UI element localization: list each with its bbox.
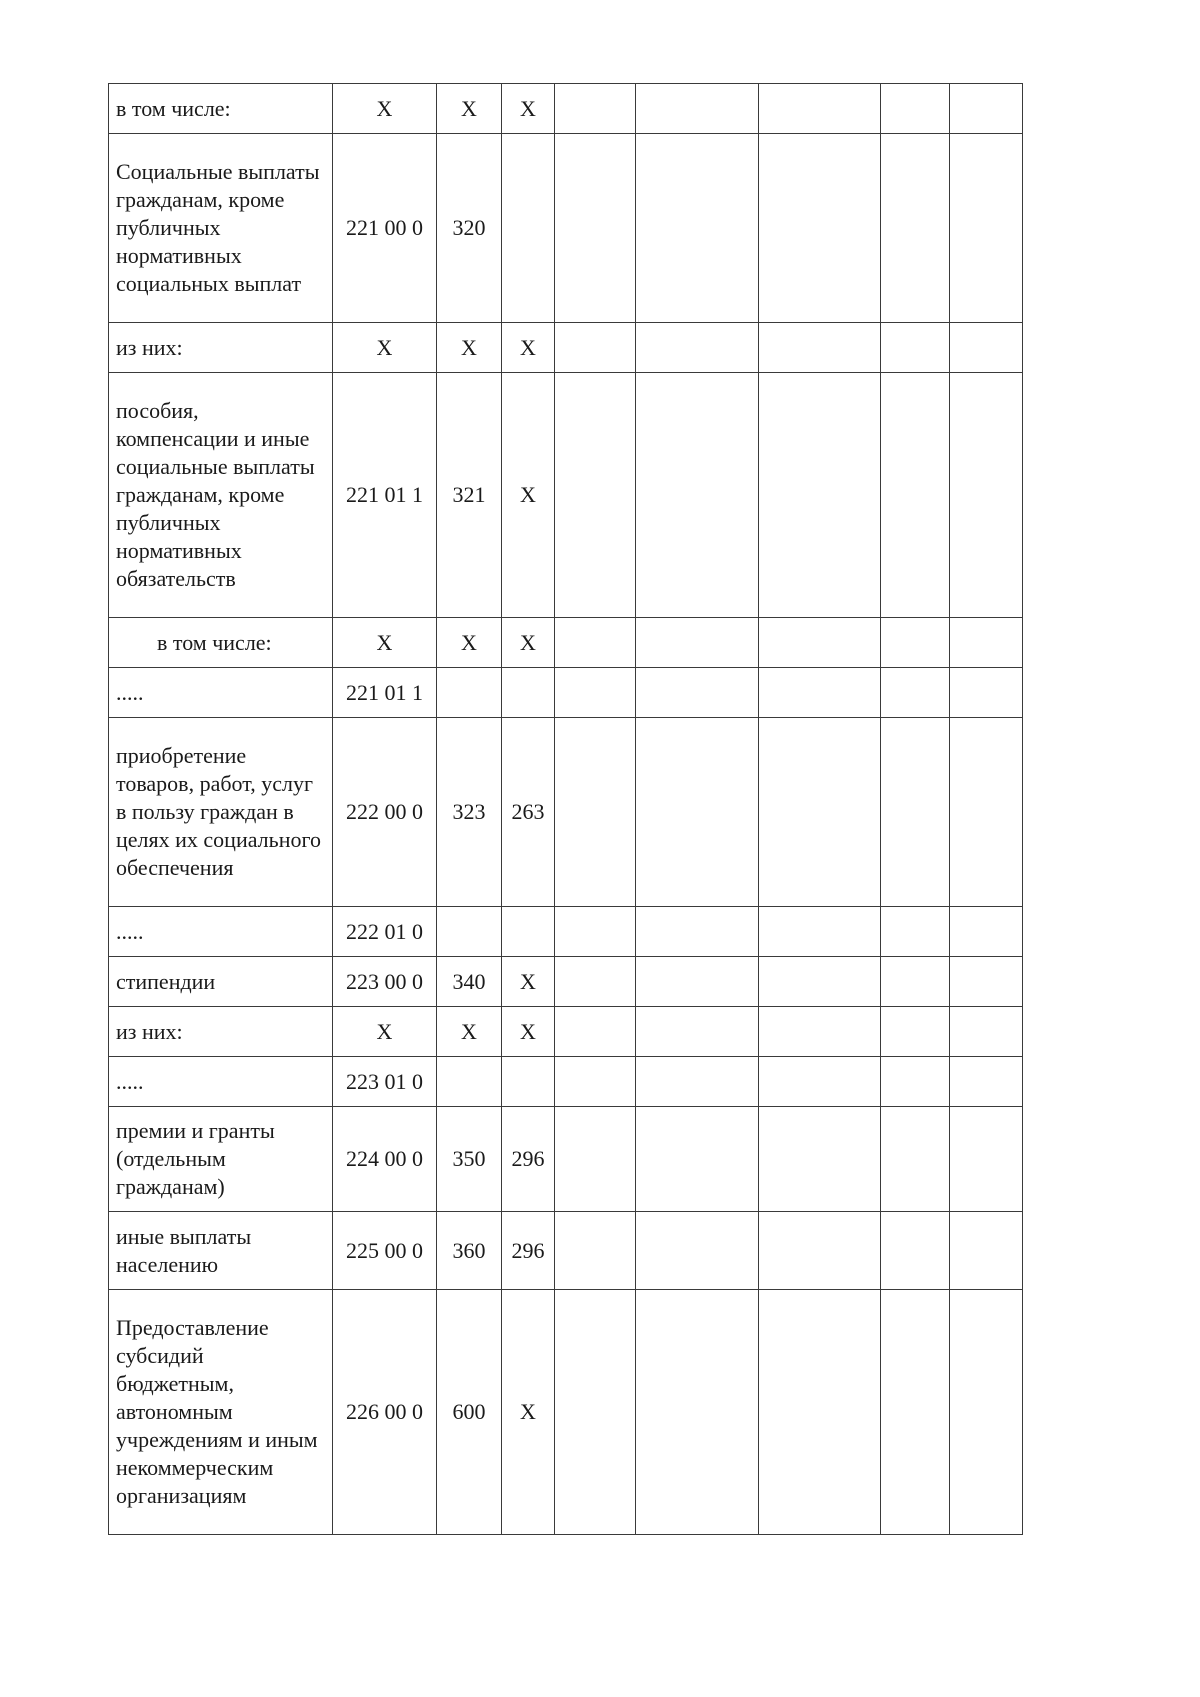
- row-kosgu-cell: [502, 668, 555, 718]
- value-col-3-cell: [759, 1057, 881, 1107]
- value-col-1-cell: [555, 1057, 636, 1107]
- value-col-4-cell: [881, 323, 950, 373]
- row-name-cell: приобретение товаров, работ, услуг в пользу граждан в целях их социального обеспечения: [109, 718, 333, 907]
- row-kosgu-cell: X: [502, 1007, 555, 1057]
- value-col-3-cell: [759, 1212, 881, 1290]
- value-col-3-cell: [759, 957, 881, 1007]
- value-col-4-cell: [881, 618, 950, 668]
- row-code-cell: 223 00 0: [333, 957, 437, 1007]
- value-col-5-cell: [950, 323, 1023, 373]
- row-kosgu-cell: [502, 907, 555, 957]
- value-col-1-cell: [555, 373, 636, 618]
- value-col-5-cell: [950, 1007, 1023, 1057]
- table-row: [109, 957, 1023, 1007]
- value-col-5-cell: [950, 134, 1023, 323]
- value-col-1-cell: [555, 134, 636, 323]
- value-col-1-cell: [555, 718, 636, 907]
- value-col-2-cell: [636, 134, 759, 323]
- value-col-5-cell: [950, 1290, 1023, 1535]
- row-kvr-cell: [437, 1057, 502, 1107]
- table-row: [109, 718, 1023, 907]
- value-col-2-cell: [636, 373, 759, 618]
- value-col-1-cell: [555, 1107, 636, 1212]
- value-col-2-cell: [636, 1007, 759, 1057]
- value-col-3-cell: [759, 1007, 881, 1057]
- table-row: [109, 1057, 1023, 1107]
- row-name-cell: .....: [109, 907, 333, 957]
- row-code-cell: 222 00 0: [333, 718, 437, 907]
- row-name-cell: стипендии: [109, 957, 333, 1007]
- value-col-2-cell: [636, 1290, 759, 1535]
- value-col-4-cell: [881, 1057, 950, 1107]
- row-kvr-cell: 340: [437, 957, 502, 1007]
- row-kosgu-cell: 263: [502, 718, 555, 907]
- row-kosgu-cell: X: [502, 618, 555, 668]
- value-col-5-cell: [950, 957, 1023, 1007]
- value-col-4-cell: [881, 1212, 950, 1290]
- value-col-1-cell: [555, 1212, 636, 1290]
- value-col-1-cell: [555, 1290, 636, 1535]
- value-col-1-cell: [555, 618, 636, 668]
- value-col-4-cell: [881, 1107, 950, 1212]
- table-row: [109, 84, 1023, 134]
- value-col-4-cell: [881, 668, 950, 718]
- table-row: [109, 1007, 1023, 1057]
- row-kosgu-cell: X: [502, 1290, 555, 1535]
- value-col-1-cell: [555, 907, 636, 957]
- row-code-cell: 221 01 1: [333, 668, 437, 718]
- value-col-5-cell: [950, 618, 1023, 668]
- value-col-2-cell: [636, 84, 759, 134]
- value-col-3-cell: [759, 1290, 881, 1535]
- row-code-cell: 222 01 0: [333, 907, 437, 957]
- row-name-cell: .....: [109, 668, 333, 718]
- row-kvr-cell: 350: [437, 1107, 502, 1212]
- row-code-cell: X: [333, 618, 437, 668]
- row-kvr-cell: 600: [437, 1290, 502, 1535]
- row-name-cell: Предоставление субсидий бюджетным, автономным учреждениям и иным некоммерческим организациям: [109, 1290, 333, 1535]
- row-kvr-cell: [437, 907, 502, 957]
- value-col-3-cell: [759, 1107, 881, 1212]
- row-kosgu-cell: X: [502, 957, 555, 1007]
- row-code-cell: 221 01 1: [333, 373, 437, 618]
- value-col-2-cell: [636, 1212, 759, 1290]
- row-kvr-cell: X: [437, 84, 502, 134]
- value-col-4-cell: [881, 1007, 950, 1057]
- row-code-cell: 226 00 0: [333, 1290, 437, 1535]
- value-col-3-cell: [759, 907, 881, 957]
- table-row: [109, 323, 1023, 373]
- budget-table: [108, 83, 1023, 1535]
- row-kvr-cell: 320: [437, 134, 502, 323]
- row-kvr-cell: 323: [437, 718, 502, 907]
- row-kosgu-cell: 296: [502, 1107, 555, 1212]
- value-col-4-cell: [881, 957, 950, 1007]
- row-kosgu-cell: X: [502, 323, 555, 373]
- table-row: [109, 1212, 1023, 1290]
- row-code-cell: 221 00 0: [333, 134, 437, 323]
- value-col-1-cell: [555, 1007, 636, 1057]
- table-row: [109, 618, 1023, 668]
- row-code-cell: X: [333, 84, 437, 134]
- table-row: [109, 1290, 1023, 1535]
- row-kvr-cell: 321: [437, 373, 502, 618]
- row-code-cell: X: [333, 323, 437, 373]
- value-col-5-cell: [950, 718, 1023, 907]
- value-col-3-cell: [759, 618, 881, 668]
- value-col-4-cell: [881, 134, 950, 323]
- value-col-1-cell: [555, 323, 636, 373]
- value-col-2-cell: [636, 323, 759, 373]
- value-col-5-cell: [950, 668, 1023, 718]
- value-col-2-cell: [636, 1057, 759, 1107]
- table-body: [109, 84, 1023, 1535]
- row-kosgu-cell: 296: [502, 1212, 555, 1290]
- row-code-cell: 224 00 0: [333, 1107, 437, 1212]
- row-kvr-cell: X: [437, 1007, 502, 1057]
- value-col-4-cell: [881, 907, 950, 957]
- row-code-cell: 223 01 0: [333, 1057, 437, 1107]
- row-name-cell: в том числе:: [109, 618, 333, 668]
- row-code-cell: 225 00 0: [333, 1212, 437, 1290]
- row-name-cell: пособия, компенсации и иные социальные выплаты гражданам, кроме публичных нормативных обязательств: [109, 373, 333, 618]
- value-col-2-cell: [636, 718, 759, 907]
- row-kosgu-cell: X: [502, 84, 555, 134]
- value-col-5-cell: [950, 1107, 1023, 1212]
- value-col-1-cell: [555, 957, 636, 1007]
- value-col-1-cell: [555, 668, 636, 718]
- row-name-cell: Социальные выплаты гражданам, кроме публичных нормативных социальных выплат: [109, 134, 333, 323]
- row-kvr-cell: [437, 668, 502, 718]
- value-col-3-cell: [759, 134, 881, 323]
- row-kvr-cell: 360: [437, 1212, 502, 1290]
- value-col-2-cell: [636, 618, 759, 668]
- value-col-4-cell: [881, 84, 950, 134]
- value-col-3-cell: [759, 84, 881, 134]
- row-name-cell: премии и гранты (отдельным гражданам): [109, 1107, 333, 1212]
- table-row: [109, 1107, 1023, 1212]
- value-col-2-cell: [636, 907, 759, 957]
- table-row: [109, 668, 1023, 718]
- value-col-4-cell: [881, 373, 950, 618]
- value-col-5-cell: [950, 1212, 1023, 1290]
- value-col-5-cell: [950, 1057, 1023, 1107]
- row-kosgu-cell: X: [502, 373, 555, 618]
- table-row: [109, 373, 1023, 618]
- value-col-5-cell: [950, 84, 1023, 134]
- value-col-4-cell: [881, 1290, 950, 1535]
- row-kvr-cell: X: [437, 323, 502, 373]
- value-col-5-cell: [950, 373, 1023, 618]
- row-kosgu-cell: [502, 134, 555, 323]
- row-kosgu-cell: [502, 1057, 555, 1107]
- row-code-cell: X: [333, 1007, 437, 1057]
- row-name-cell: в том числе:: [109, 84, 333, 134]
- value-col-3-cell: [759, 373, 881, 618]
- value-col-3-cell: [759, 668, 881, 718]
- value-col-2-cell: [636, 1107, 759, 1212]
- row-name-cell: из них:: [109, 323, 333, 373]
- value-col-3-cell: [759, 323, 881, 373]
- value-col-5-cell: [950, 907, 1023, 957]
- value-col-1-cell: [555, 84, 636, 134]
- row-kvr-cell: X: [437, 618, 502, 668]
- value-col-2-cell: [636, 668, 759, 718]
- value-col-4-cell: [881, 718, 950, 907]
- row-name-cell: иные выплаты населению: [109, 1212, 333, 1290]
- value-col-2-cell: [636, 957, 759, 1007]
- table-row: [109, 134, 1023, 323]
- row-name-cell: из них:: [109, 1007, 333, 1057]
- value-col-3-cell: [759, 718, 881, 907]
- table-row: [109, 907, 1023, 957]
- row-name-cell: .....: [109, 1057, 333, 1107]
